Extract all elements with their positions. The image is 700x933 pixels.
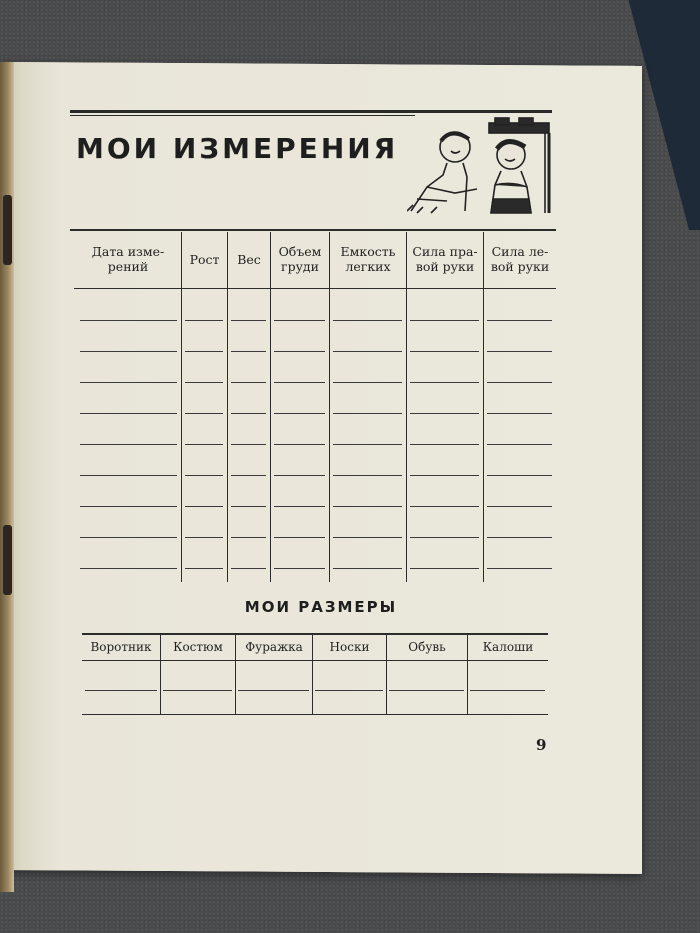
entry-line xyxy=(185,537,223,538)
page-title: МОИ ИЗМЕРЕНИЯ xyxy=(76,132,399,165)
entry-line xyxy=(333,444,402,445)
col-divider xyxy=(181,232,182,582)
entry-line xyxy=(333,475,402,476)
entry-line xyxy=(80,320,177,321)
entry-line xyxy=(80,537,177,538)
sizes-top-border xyxy=(82,633,548,635)
entry-line xyxy=(274,351,325,352)
sizes-bottom-border xyxy=(82,714,548,715)
entry-line xyxy=(487,475,552,476)
column-header-chest: Объем груди xyxy=(278,244,322,274)
entry-line xyxy=(185,413,223,414)
two-athletes-illustration xyxy=(407,115,555,215)
entry-line xyxy=(410,444,479,445)
column-header-right-hand: Сила пра- вой руки xyxy=(412,244,478,274)
column-header-cap: Фуражка xyxy=(245,640,303,654)
entry-line xyxy=(80,413,177,414)
entry-line xyxy=(389,690,464,691)
entry-line xyxy=(333,506,402,507)
entry-line xyxy=(80,568,177,569)
entry-line xyxy=(487,506,552,507)
sizes-title: МОИ РАЗМЕРЫ xyxy=(244,598,398,616)
entry-line xyxy=(238,690,309,691)
entry-line xyxy=(274,444,325,445)
column-header-height: Рост xyxy=(189,252,220,267)
column-header-shoes: Обувь xyxy=(408,640,446,654)
entry-line xyxy=(231,506,266,507)
entry-line xyxy=(274,537,325,538)
col-divider xyxy=(406,232,407,582)
title-rule xyxy=(70,110,552,113)
entry-line xyxy=(185,444,223,445)
entry-line xyxy=(487,320,552,321)
entry-line xyxy=(185,506,223,507)
entry-line xyxy=(333,351,402,352)
entry-line xyxy=(315,690,383,691)
entry-line xyxy=(231,537,266,538)
entry-line xyxy=(274,568,325,569)
entry-line xyxy=(487,444,552,445)
entry-line xyxy=(80,475,177,476)
title-rule-thin xyxy=(70,115,415,116)
column-header-suit: Костюм xyxy=(173,640,223,654)
col-divider xyxy=(227,232,228,582)
entry-line xyxy=(487,413,552,414)
entry-line xyxy=(410,506,479,507)
page-spine xyxy=(0,62,14,892)
column-header-galoshes: Калоши xyxy=(482,640,534,654)
column-header-collar: Воротник xyxy=(90,640,152,654)
entry-line xyxy=(487,382,552,383)
entry-line xyxy=(231,413,266,414)
staple-top xyxy=(3,195,12,265)
table-top-border xyxy=(70,229,556,231)
entry-line xyxy=(185,351,223,352)
entry-line xyxy=(487,351,552,352)
entry-line xyxy=(231,320,266,321)
entry-line xyxy=(80,351,177,352)
entry-line xyxy=(410,537,479,538)
entry-line xyxy=(274,413,325,414)
column-header-left-hand: Сила ле- вой руки xyxy=(490,244,550,274)
entry-line xyxy=(410,475,479,476)
column-header-socks: Носки xyxy=(329,640,370,654)
entry-line xyxy=(410,351,479,352)
col-divider xyxy=(270,232,271,582)
entry-line xyxy=(80,506,177,507)
entry-line xyxy=(231,382,266,383)
entry-line xyxy=(333,382,402,383)
entry-line xyxy=(85,690,157,691)
sizes-header-border xyxy=(82,660,548,661)
entry-line xyxy=(274,475,325,476)
entry-line xyxy=(163,690,232,691)
col-divider xyxy=(329,232,330,582)
entry-line xyxy=(470,690,545,691)
entry-line xyxy=(231,475,266,476)
column-header-lung-capacity: Емкость легких xyxy=(340,244,396,274)
page-number: 9 xyxy=(536,736,547,754)
entry-line xyxy=(231,444,266,445)
entry-line xyxy=(231,568,266,569)
entry-line xyxy=(274,320,325,321)
entry-line xyxy=(80,444,177,445)
entry-line xyxy=(410,382,479,383)
entry-line xyxy=(80,382,177,383)
entry-line xyxy=(274,506,325,507)
entry-line xyxy=(410,568,479,569)
entry-line xyxy=(487,568,552,569)
column-header-date: Дата изме- рений xyxy=(91,244,165,274)
entry-line xyxy=(231,351,266,352)
entry-line xyxy=(274,382,325,383)
entry-line xyxy=(185,568,223,569)
entry-line xyxy=(333,537,402,538)
entry-line xyxy=(487,537,552,538)
entry-line xyxy=(185,320,223,321)
entry-line xyxy=(333,320,402,321)
entry-line xyxy=(333,413,402,414)
col-divider xyxy=(483,232,484,582)
entry-line xyxy=(410,413,479,414)
column-header-weight: Вес xyxy=(237,252,261,267)
entry-line xyxy=(410,320,479,321)
entry-line xyxy=(333,568,402,569)
staple-bottom xyxy=(3,525,12,595)
entry-line xyxy=(185,382,223,383)
entry-line xyxy=(185,475,223,476)
